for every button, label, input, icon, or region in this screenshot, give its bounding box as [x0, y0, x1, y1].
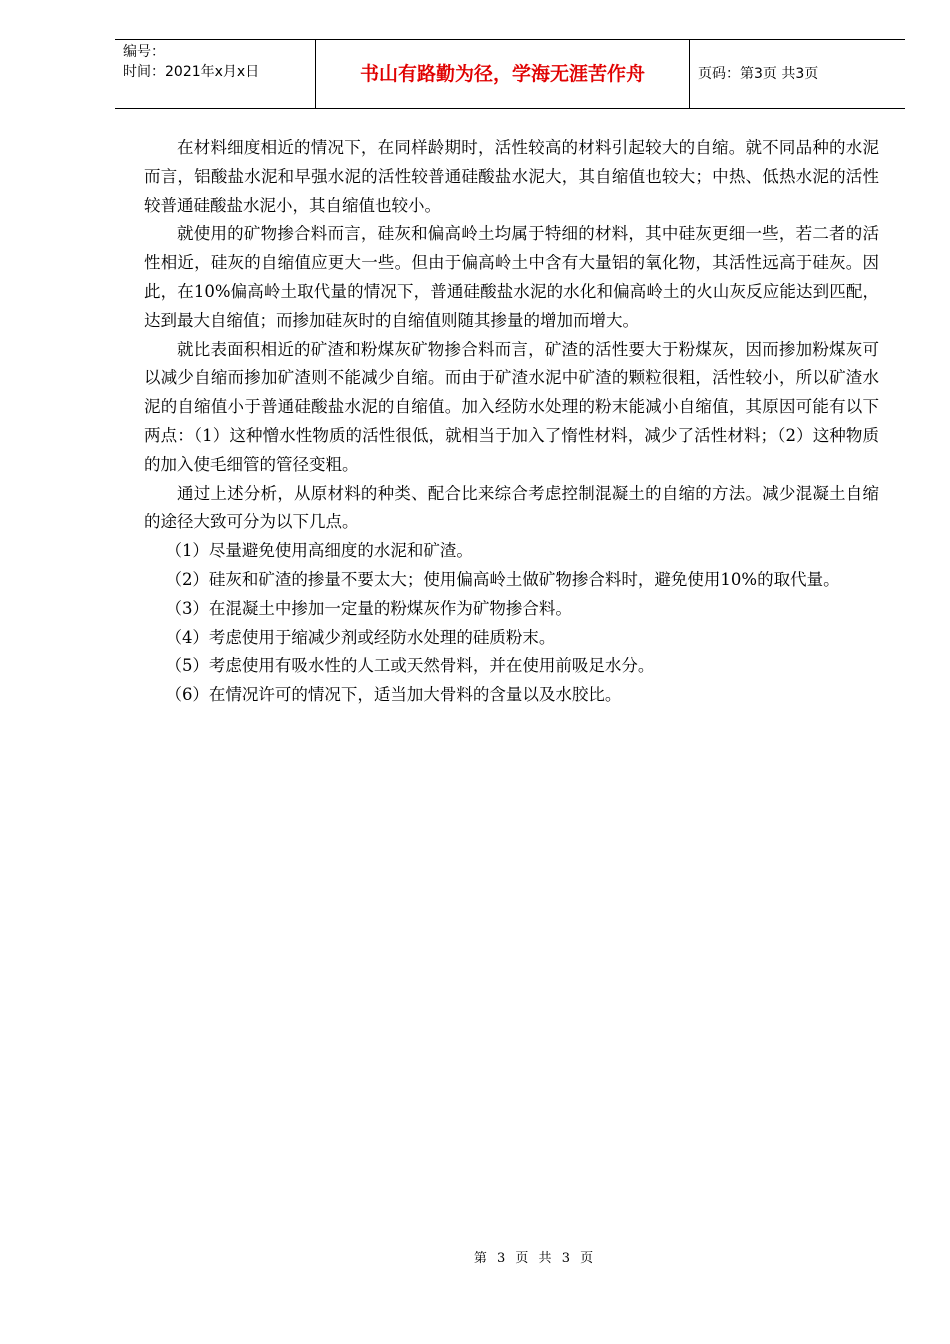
list-item: （5）考虑使用有吸水性的人工或天然骨料，并在使用前吸足水分。: [165, 656, 655, 676]
paragraph: 在材料细度相近的情况下，在同样龄期时，活性较高的材料引起较大的自缩。就不同品种的水泥而言，铝酸盐水泥和早强水泥的活性较普通硅酸盐水泥大，其自缩值也较大；中热、低热水泥的活性较普通硅酸盐水泥小，其自缩值也较小。: [144, 138, 879, 215]
paragraph: 就比表面积相近的矿渣和粉煤灰矿物掺合料而言，矿渣的活性要大于粉煤灰，因而掺加粉煤灰可以减少自缩而掺加矿渣则不能减少自缩。而由于矿渣水泥中矿渣的颗粒很粗，活性较小，所以矿渣水泥的自缩值小于普通硅酸盐水泥的自缩值。加入经防水处理的粉末能减小自缩值，其原因可能有以下两点：（1）这种憎水性物质的活性很低，就相当于加入了惰性材料，减少了活性材料；（2）这种物质的加入使毛细管的管径变粗。: [144, 339, 879, 474]
header-divider: [689, 40, 690, 108]
list-item: （4）考虑使用于缩减少剂或经防水处理的硅质粉末。: [165, 627, 556, 647]
list-item: （3）在混凝土中掺加一定量的粉煤灰作为矿物掺合料。: [165, 598, 572, 618]
list-item: （2）硅灰和矿渣的掺量不要太大；使用偏高岭土做矿物掺合料时，避免使用10%的取代量。: [165, 569, 840, 589]
page-footer: 第 3 页 共 3 页: [473, 1251, 597, 1266]
list-item: （1）尽量避免使用高细度的水泥和矿渣。: [165, 541, 473, 561]
list-item: （6）在情况许可的情况下，适当加大骨料的含量以及水胶比。: [165, 685, 622, 705]
number-label: 编号：: [123, 44, 165, 60]
paragraph: 通过上述分析，从原材料的种类、配合比来综合考虑控制混凝土的自缩的方法。减少混凝土自缩的途径大致可分为以下几点。: [144, 483, 879, 532]
header-page-info: 页码：第3页 共3页: [698, 66, 819, 82]
header-motto: 书山有路勤为径，学海无涯苦作舟: [359, 63, 645, 85]
document-body: [144, 134, 879, 710]
paragraph: 就使用的矿物掺合料而言，硅灰和偏高岭土均属于特细的材料，其中硅灰更细一些，若二者的活性相近，硅灰的自缩值应更大一些。但由于偏高岭土中含有大量铝的氧化物，其活性远高于硅灰。因此，在10%偏高岭土取代量的情况下，普通硅酸盐水泥的水化和偏高岭土的火山灰反应能达到匹配，达到最大自缩值；而掺加硅灰时的自缩值则随其掺量的增加而增大。: [144, 224, 879, 330]
time-label: 时间：2021年x月x日: [123, 64, 260, 80]
page-header: [115, 39, 905, 109]
header-meta: [123, 42, 313, 82]
